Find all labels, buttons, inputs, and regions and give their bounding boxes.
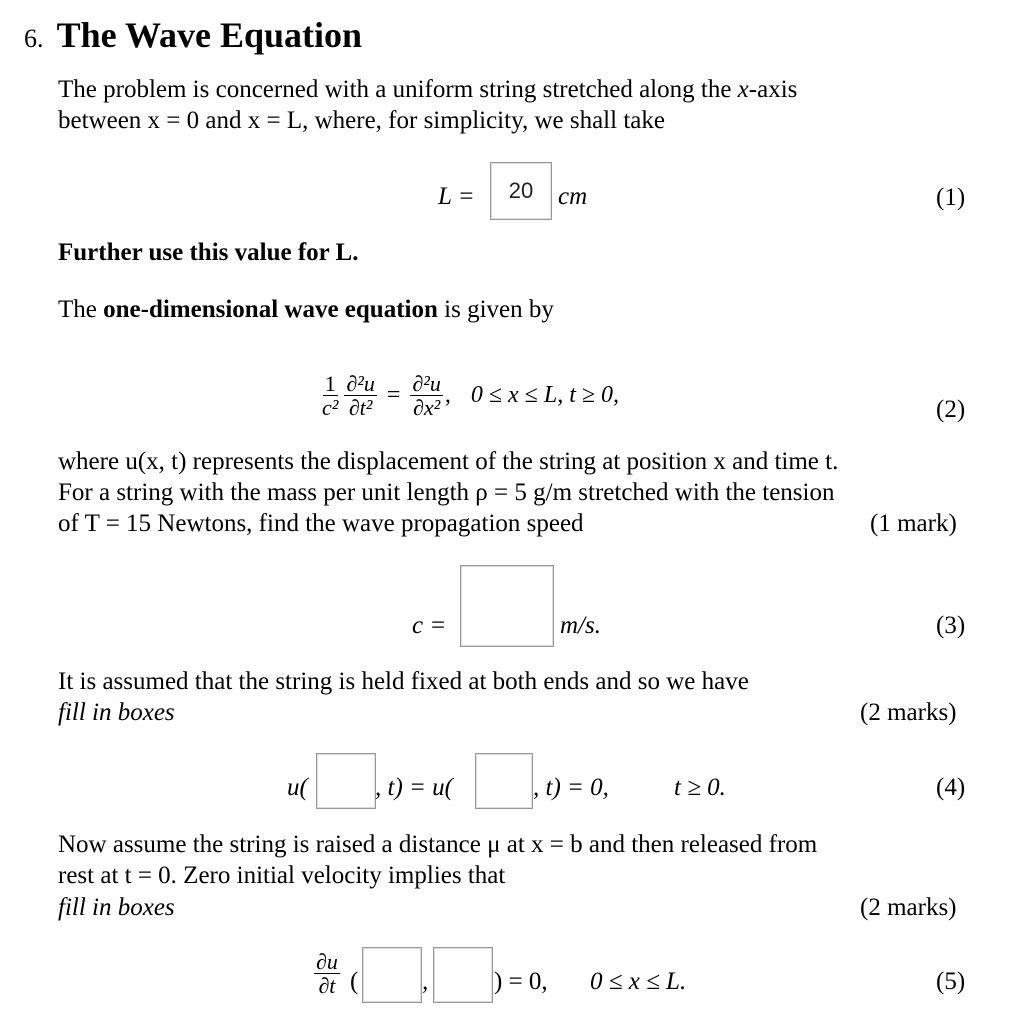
para2-line-1: where u(x, t) represents the displacement of the string at position x and time t.: [58, 448, 839, 475]
eq4-mid: , t) = u(: [375, 774, 453, 801]
eq4-number: (4): [936, 774, 966, 801]
boundary-left-input[interactable]: [316, 753, 376, 809]
boundary-right-input-field[interactable]: [476, 754, 532, 808]
frac-d2u-dx2: $\frac{\text{∂²u}}{\text{∂x²}}$: [412, 371, 441, 421]
fill-in-boxes-2: fill in boxes: [58, 894, 175, 921]
initial-velocity-x-input-field[interactable]: [363, 948, 421, 1002]
section-number: 6.: [24, 24, 44, 53]
eq2-domain: 0 ≤ x ≤ L, t ≥ 0,: [470, 382, 620, 409]
eq4-u1: u(: [287, 774, 308, 801]
para3-line-1: It is assumed that the string is held fixed at both ends and so we have: [58, 668, 749, 695]
eq3-unit: m/s.: [560, 612, 601, 639]
eq2-number: (2): [936, 396, 966, 423]
equals-sign: =: [386, 382, 401, 409]
para2-line-3: of T = 15 Newtons, find the wave propagation speed: [58, 510, 584, 537]
eq5-domain: 0 ≤ x ≤ L.: [590, 968, 687, 995]
eq1-lhs: L =: [438, 183, 475, 210]
length-input[interactable]: [490, 162, 552, 220]
marks-3: (2 marks): [860, 894, 957, 921]
marks-2: (2 marks): [860, 699, 957, 726]
eq1-unit: cm: [558, 183, 588, 210]
wave-equation: $\frac{1}{\text{c²}}$ $\frac{\text{∂²u}}{\text{∂t²}}$ = $\frac{\text{∂²u}}{\text{∂x²}}$ , 0 ≤ x ≤ L, t ≥ 0,: [322, 371, 620, 421]
para4-line-2: rest at t = 0. Zero initial velocity implies that: [58, 862, 506, 889]
para2-line-2: For a string with the mass per unit length ρ = 5 g/m stretched with the tension: [58, 479, 835, 506]
fill-in-boxes-1: fill in boxes: [58, 699, 175, 726]
speed-input[interactable]: [460, 565, 554, 647]
eq4-end: , t) = 0,: [533, 774, 609, 801]
frac-du-dt: $\frac{\partial u}{\partial t}$: [316, 949, 338, 999]
eq5-number: (5): [936, 968, 966, 995]
further-use-note: Further use this value for L.: [58, 239, 359, 266]
initial-velocity-t-input[interactable]: [433, 947, 493, 1003]
intro-line-1: The problem is concerned with a uniform string stretched along the x-axis: [58, 76, 798, 103]
speed-input-field[interactable]: [461, 566, 553, 646]
eq3-lhs: c =: [412, 612, 447, 639]
frac-d2u-dt2: $\frac{\text{∂²u}}{\text{∂t²}}$: [346, 371, 375, 421]
eq4-condition: t ≥ 0.: [674, 774, 726, 801]
eq1-number: (1): [936, 184, 966, 211]
eq5-comma: ,: [422, 968, 429, 995]
wave-equation-intro: The one-dimensional wave equation is given by: [58, 296, 554, 323]
frac-1-over-c2: $\frac{1}{\text{c²}}$: [322, 371, 339, 421]
boundary-right-input[interactable]: [475, 753, 533, 809]
eq5-open-paren: (: [350, 968, 359, 995]
section-title: The Wave Equation: [56, 15, 363, 55]
eq5-close: ) = 0,: [494, 968, 548, 995]
para4-line-1: Now assume the string is raised a distance μ at x = b and then released from: [58, 831, 818, 858]
eq3-number: (3): [936, 612, 966, 639]
intro-line-2: between x = 0 and x = L, where, for simplicity, we shall take: [58, 107, 665, 134]
initial-velocity-x-input[interactable]: [362, 947, 422, 1003]
initial-velocity-t-input-field[interactable]: [434, 948, 492, 1002]
marks-1: (1 mark): [870, 510, 957, 537]
length-input-field[interactable]: [491, 163, 551, 219]
boundary-left-input-field[interactable]: [317, 754, 375, 808]
section-heading: [24, 14, 362, 56]
